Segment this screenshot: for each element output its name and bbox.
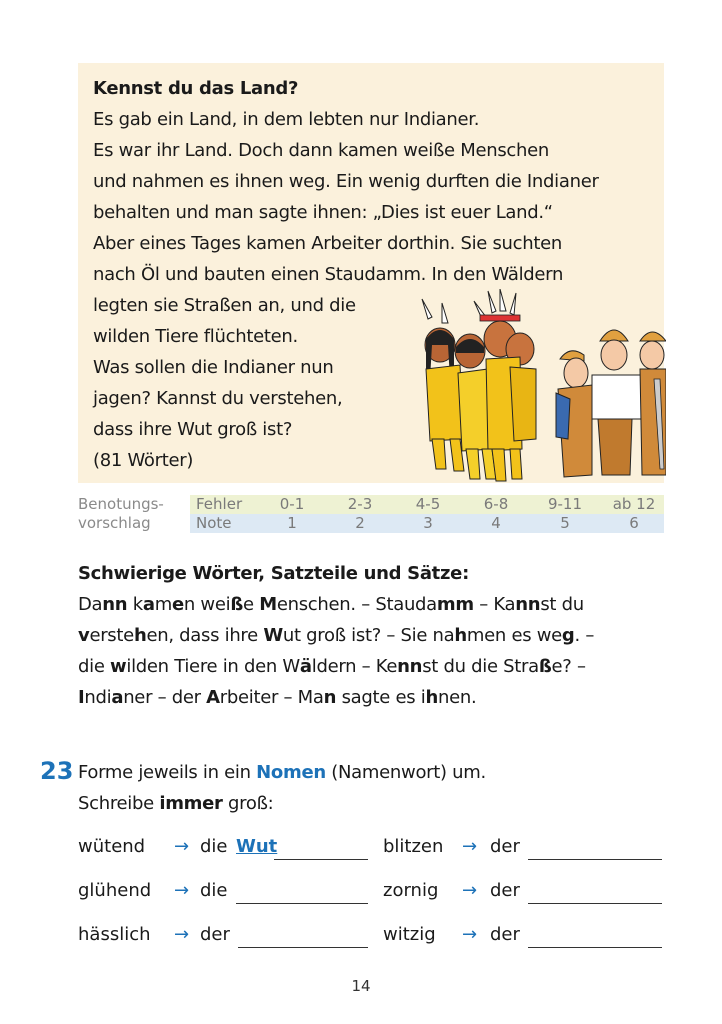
plain-text: k bbox=[127, 594, 143, 615]
fehler-cell: 9-11 bbox=[547, 495, 583, 513]
exercise-article: die bbox=[200, 836, 228, 857]
highlighted-letters: h bbox=[425, 687, 438, 708]
exercise-article: der bbox=[490, 924, 520, 945]
story-line: dass ihre Wut groß ist? bbox=[93, 419, 293, 440]
plain-text: st du die Stra bbox=[422, 656, 539, 677]
story-line: wilden Tiere flüchteten. bbox=[93, 326, 298, 347]
highlighted-letters: h bbox=[454, 625, 467, 646]
grading-row-note bbox=[190, 514, 664, 533]
exercise-word: blitzen bbox=[383, 836, 444, 857]
plain-text: sagte es i bbox=[336, 687, 426, 708]
arrow-right-icon: → bbox=[174, 880, 190, 901]
arrow-right-icon: → bbox=[462, 924, 478, 945]
grading-label bbox=[78, 495, 188, 533]
note-cell: 6 bbox=[629, 514, 639, 532]
plain-text: die bbox=[78, 656, 111, 677]
highlighted-letters: w bbox=[110, 656, 127, 677]
highlighted-letters: ä bbox=[299, 656, 312, 677]
story-line: und nahmen es ihnen weg. Ein wenig durften die Indianer bbox=[93, 171, 599, 192]
answer-blank[interactable] bbox=[236, 903, 368, 904]
note-cell: 4 bbox=[491, 514, 501, 532]
answer-blank[interactable] bbox=[528, 859, 662, 860]
exercise-word: witzig bbox=[383, 924, 436, 945]
illustration-indians-and-workers bbox=[370, 289, 666, 483]
answer-blank[interactable] bbox=[528, 947, 662, 948]
plain-text: . – bbox=[574, 625, 595, 646]
hard-words-section bbox=[78, 558, 678, 713]
highlighted-letters: e bbox=[171, 594, 184, 615]
plain-text: e? – bbox=[551, 656, 586, 677]
story-line: Aber eines Tages kamen Arbeiter dorthin. Sie suchten bbox=[93, 233, 562, 254]
answer-blank[interactable] bbox=[274, 859, 368, 860]
hard-words-line bbox=[78, 589, 678, 620]
highlighted-letters: ß bbox=[538, 656, 552, 677]
plain-text: ut groß ist? – Sie na bbox=[282, 625, 455, 646]
arrow-right-icon: → bbox=[174, 924, 190, 945]
story-line: Es war ihr Land. Doch dann kamen weiße Menschen bbox=[93, 140, 549, 161]
highlighted-letters: g bbox=[561, 625, 575, 646]
exercise-word: wütend bbox=[78, 836, 146, 857]
task-text: Schreibe bbox=[78, 793, 160, 814]
task-instructions bbox=[78, 757, 678, 819]
task-text: (Namenwort) um. bbox=[325, 762, 486, 783]
highlighted-letters: a bbox=[111, 687, 124, 708]
plain-text: n wei bbox=[183, 594, 231, 615]
plain-text: st du bbox=[540, 594, 584, 615]
highlighted-letters: nn bbox=[397, 656, 423, 677]
arrow-right-icon: → bbox=[174, 836, 190, 857]
arrow-right-icon: → bbox=[462, 836, 478, 857]
note-cell: 1 bbox=[287, 514, 297, 532]
exercise-row bbox=[78, 924, 678, 954]
indians-illustration bbox=[422, 289, 536, 481]
highlighted-letters: nn bbox=[102, 594, 128, 615]
plain-text: – Ka bbox=[473, 594, 516, 615]
note-header: Note bbox=[196, 514, 232, 532]
exercise-word: glühend bbox=[78, 880, 152, 901]
fehler-cell: ab 12 bbox=[612, 495, 656, 513]
grading-label-line: Benotungs- bbox=[78, 495, 164, 513]
story-title: Kennst du das Land? bbox=[93, 78, 299, 99]
task-keyword-immer: immer bbox=[159, 793, 223, 814]
highlighted-letters: A bbox=[206, 687, 220, 708]
plain-text: en, dass ihre bbox=[146, 625, 264, 646]
plain-text: ndi bbox=[84, 687, 112, 708]
note-cell: 2 bbox=[355, 514, 365, 532]
fehler-cell: 0-1 bbox=[279, 495, 305, 513]
answer-blank[interactable] bbox=[528, 903, 662, 904]
plain-text: Da bbox=[78, 594, 103, 615]
task-text: groß: bbox=[222, 793, 274, 814]
hard-words-title: Schwierige Wörter, Satzteile und Sätze: bbox=[78, 563, 469, 584]
story-box bbox=[78, 63, 664, 483]
exercise-article: die bbox=[200, 880, 228, 901]
fehler-header: Fehler bbox=[196, 495, 243, 513]
plain-text: e bbox=[242, 594, 260, 615]
plain-text: enschen. – Stauda bbox=[276, 594, 437, 615]
note-cell: 5 bbox=[560, 514, 570, 532]
fehler-cell: 4-5 bbox=[415, 495, 441, 513]
hard-words-line bbox=[78, 682, 678, 713]
hard-words-line bbox=[78, 620, 678, 651]
exercise-article: der bbox=[490, 880, 520, 901]
highlighted-letters: ß bbox=[230, 594, 243, 615]
answer-blank[interactable] bbox=[238, 947, 368, 948]
plain-text: m bbox=[154, 594, 172, 615]
plain-text: ilden Tiere in den W bbox=[126, 656, 300, 677]
exercise-article: der bbox=[490, 836, 520, 857]
highlighted-letters: n bbox=[323, 687, 337, 708]
story-line: jagen? Kannst du verstehen, bbox=[93, 388, 343, 409]
exercise-row bbox=[78, 880, 678, 910]
exercise-word: zornig bbox=[383, 880, 439, 901]
highlighted-letters: W bbox=[263, 625, 283, 646]
page-number: 14 bbox=[351, 977, 371, 995]
note-cell: 3 bbox=[423, 514, 433, 532]
plain-text: rbeiter – Ma bbox=[219, 687, 324, 708]
highlighted-letters: a bbox=[142, 594, 155, 615]
task-line-1 bbox=[78, 757, 678, 788]
fehler-cell: 6-8 bbox=[483, 495, 509, 513]
plain-text: men es we bbox=[466, 625, 562, 646]
highlighted-letters: h bbox=[133, 625, 147, 646]
story-line: Was sollen die Indianer nun bbox=[93, 357, 334, 378]
highlighted-letters: M bbox=[259, 594, 277, 615]
hard-words-line bbox=[78, 651, 678, 682]
grading-label-line: vorschlag bbox=[78, 514, 151, 532]
story-line: behalten und man sagte ihnen: „Dies ist euer Land.“ bbox=[93, 202, 553, 223]
exercise-word: hässlich bbox=[78, 924, 151, 945]
story-line: Es gab ein Land, in dem lebten nur Indianer. bbox=[93, 109, 480, 130]
task-keyword-nomen: Nomen bbox=[256, 762, 326, 783]
plain-text: ldern – Ke bbox=[311, 656, 398, 677]
arrow-right-icon: → bbox=[462, 880, 478, 901]
workers-illustration bbox=[556, 330, 666, 477]
highlighted-letters: v bbox=[78, 625, 90, 646]
task-line-2 bbox=[78, 788, 678, 819]
highlighted-letters: I bbox=[78, 687, 85, 708]
task-number: 23 bbox=[40, 757, 74, 785]
fehler-cell: 2-3 bbox=[347, 495, 373, 513]
exercise-answer[interactable]: Wut bbox=[236, 836, 278, 857]
task-text: Forme jeweils in ein bbox=[78, 762, 257, 783]
plain-text: nen. bbox=[437, 687, 477, 708]
exercise-row bbox=[78, 836, 678, 866]
story-line: nach Öl und bauten einen Staudamm. In den Wäldern bbox=[93, 264, 564, 285]
plain-text: ner – der bbox=[123, 687, 207, 708]
exercise-article: der bbox=[200, 924, 230, 945]
word-count: (81 Wörter) bbox=[93, 450, 194, 471]
grading-row-fehler bbox=[190, 495, 664, 514]
highlighted-letters: nn bbox=[515, 594, 541, 615]
plain-text: erste bbox=[89, 625, 134, 646]
highlighted-letters: mm bbox=[436, 594, 474, 615]
story-line: legten sie Straßen an, und die bbox=[93, 295, 356, 316]
